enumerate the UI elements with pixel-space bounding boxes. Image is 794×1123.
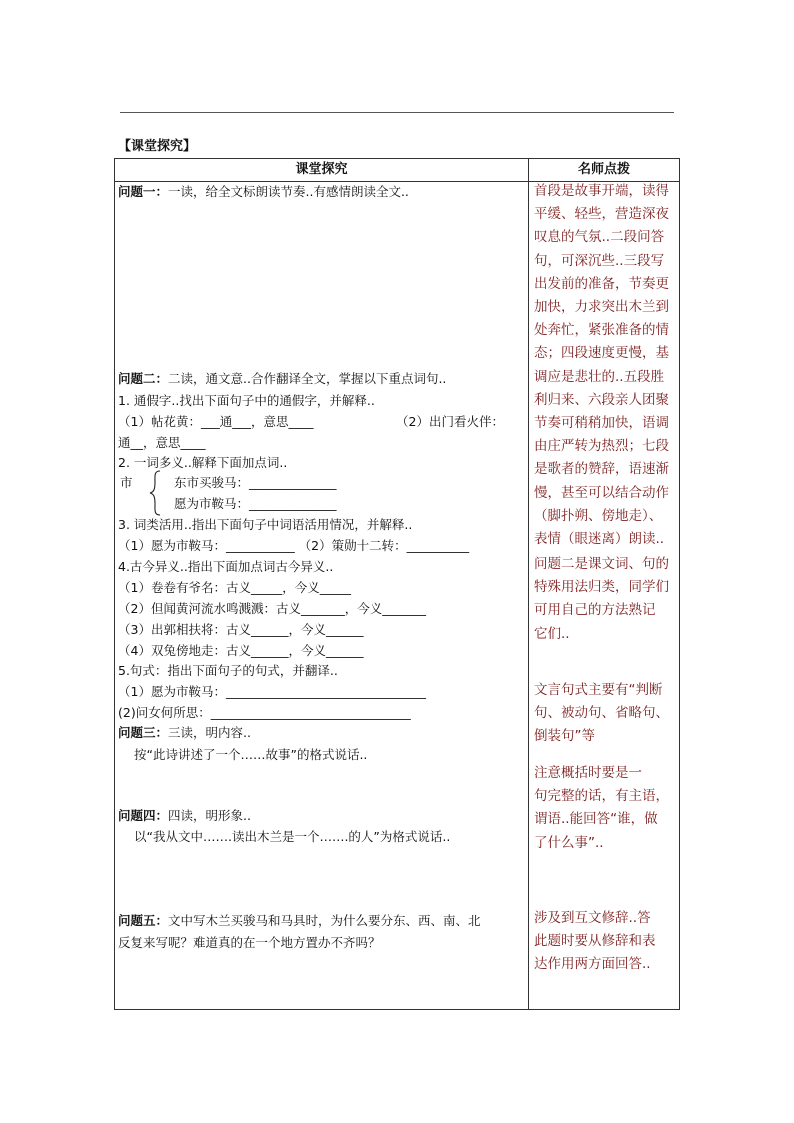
question-1-label: 问题一： bbox=[118, 184, 169, 199]
item-1-c: 通__，意思____ bbox=[118, 435, 206, 450]
tip-line: 句完整的话，有主语， bbox=[534, 788, 669, 805]
question-5-text2: 反复来写呢？难道真的在一个地方置办不齐吗？ bbox=[118, 935, 381, 950]
item-5-a: （1）愿为市鞍马：________________________________ bbox=[118, 684, 426, 699]
tip-block-5 bbox=[534, 907, 672, 977]
tip-line: 句，可深沉些..三段写 bbox=[534, 252, 665, 269]
question-4-sub: 以“我从文中…….读出木兰是一个…….的人”为格式说话.. bbox=[134, 829, 451, 844]
item-2-b: 愿为市鞍马：______________ bbox=[174, 496, 337, 511]
item-1-b: （2）出门看火伴： bbox=[396, 414, 504, 429]
item-4-title: 4.古今异义..指出下面加点词古今异义.. bbox=[118, 559, 334, 574]
tip-line: 达作用两方面回答.. bbox=[534, 956, 651, 973]
question-3 bbox=[118, 724, 251, 742]
tip-line: 首段是故事开端，读得 bbox=[534, 183, 669, 199]
tip-line: 涉及到互文修辞..答 bbox=[534, 910, 651, 926]
question-5-label: 问题五： bbox=[118, 913, 169, 928]
column-divider bbox=[528, 159, 529, 1009]
item-5-title: 5.句式：指出下面句子的句式，并翻译.. bbox=[118, 663, 338, 678]
tip-block-3 bbox=[534, 679, 672, 749]
tip-line: 可用自己的方法熟记 bbox=[534, 602, 656, 619]
item-4-d: （4）双兔傍地走：古义______，今义______ bbox=[118, 643, 364, 658]
tip-line: 了什么事”.. bbox=[534, 834, 604, 851]
item-5-b: (2)问女何所思：________________________________ bbox=[118, 705, 411, 720]
section-title: 【课堂探究】 bbox=[118, 139, 197, 154]
tip-line: 利归来、六段亲人团聚 bbox=[534, 391, 669, 408]
header-tips: 名师点拨 bbox=[577, 162, 630, 177]
question-5-text: 文中写木兰买骏马和马具时，为什么要分东、西、南、北 bbox=[168, 913, 481, 928]
question-5 bbox=[118, 912, 481, 930]
tip-line: 问题二是课文词、句的 bbox=[534, 556, 669, 572]
tip-line: 表情（眼迷离）朗读.. bbox=[534, 531, 665, 548]
brace-icon bbox=[148, 470, 162, 516]
tip-line: 倒装句”等 bbox=[534, 728, 595, 745]
tip-line: 它们.. bbox=[534, 625, 570, 642]
question-3-text: 三读，明内容.. bbox=[168, 725, 251, 740]
question-2-label: 问题二： bbox=[118, 371, 169, 386]
tip-line: 平缓、轻些，营造深夜 bbox=[534, 206, 669, 223]
item-2-word: 市 bbox=[120, 475, 133, 490]
tip-line: 句、被动句、省略句、 bbox=[534, 705, 669, 722]
tip-line: 特殊用法归类，同学们 bbox=[534, 579, 669, 596]
item-4-c: （3）出郭相扶将：古义______，今义______ bbox=[118, 622, 364, 637]
tip-line: 文言句式主要有“判断 bbox=[534, 682, 663, 698]
tip-line: 由庄严转为热烈；七段 bbox=[534, 438, 669, 455]
item-2-title: 2. 一词多义..解释下面加点词.. bbox=[118, 455, 288, 470]
item-3-a: （1）愿为市鞍马：___________ （2）策勋十二转：__________ bbox=[118, 538, 470, 553]
question-2-text: 二读，通文意..合作翻译全文，掌握以下重点词句.. bbox=[168, 371, 447, 386]
item-4-a: （1）卷卷有爷名：古义_____，今义_____ bbox=[118, 580, 351, 595]
tip-block-1 bbox=[534, 180, 672, 551]
tip-line: 是歌者的赞辞，语速渐 bbox=[534, 461, 669, 478]
tip-line: 慢，甚至可以结合动作 bbox=[534, 484, 669, 501]
item-1-title: 1. 通假字..找出下面句子中的通假字，并解释.. bbox=[118, 393, 375, 408]
question-4-text: 四读，明形象.. bbox=[168, 808, 251, 823]
tip-line: 此题时要从修辞和表 bbox=[534, 933, 656, 950]
question-4 bbox=[118, 807, 251, 825]
question-1 bbox=[118, 183, 409, 201]
tip-block-2 bbox=[534, 553, 672, 646]
tip-line: 调应是悲壮的..五段胜 bbox=[534, 368, 665, 385]
top-rule bbox=[120, 112, 674, 113]
item-4-b: （2）但闻黄河流水鸣溅溅：古义_______，今义_______ bbox=[118, 601, 426, 616]
question-3-sub: 按“此诗讲述了一个……故事”的格式说话.. bbox=[134, 747, 368, 762]
tip-line: （脚扑朔、傍地走）、 bbox=[534, 507, 663, 524]
tip-block-4 bbox=[534, 762, 672, 855]
item-1-a: （1）帖花黄：___通___，意思____ bbox=[118, 414, 314, 429]
header-inquiry: 课堂探究 bbox=[295, 162, 348, 177]
tip-line: 态；四段速度更慢，基 bbox=[534, 345, 669, 362]
tip-line: 节奏可稍稍加快，语调 bbox=[534, 415, 669, 432]
tip-line: 加快，力求突出木兰到 bbox=[534, 299, 669, 316]
item-3-title: 3. 词类活用..指出下面句子中词语活用情况，并解释.. bbox=[118, 517, 413, 532]
item-2-a: 东市买骏马：______________ bbox=[174, 475, 337, 490]
question-3-label: 问题三： bbox=[118, 725, 169, 740]
tip-line: 处奔忙，紧张准备的情 bbox=[534, 322, 669, 339]
tip-line: 出发前的准备，节奏更 bbox=[534, 275, 669, 292]
question-1-text: 一读，给全文标朗读节奏..有感情朗读全文.. bbox=[168, 184, 409, 199]
question-4-label: 问题四： bbox=[118, 808, 169, 823]
tip-line: 谓语..能回答“谁，做 bbox=[534, 811, 658, 828]
question-2 bbox=[118, 370, 446, 388]
tip-line: 叹息的气氛..二段问答 bbox=[534, 229, 665, 246]
tip-line: 注意概括时要是一 bbox=[534, 765, 642, 781]
